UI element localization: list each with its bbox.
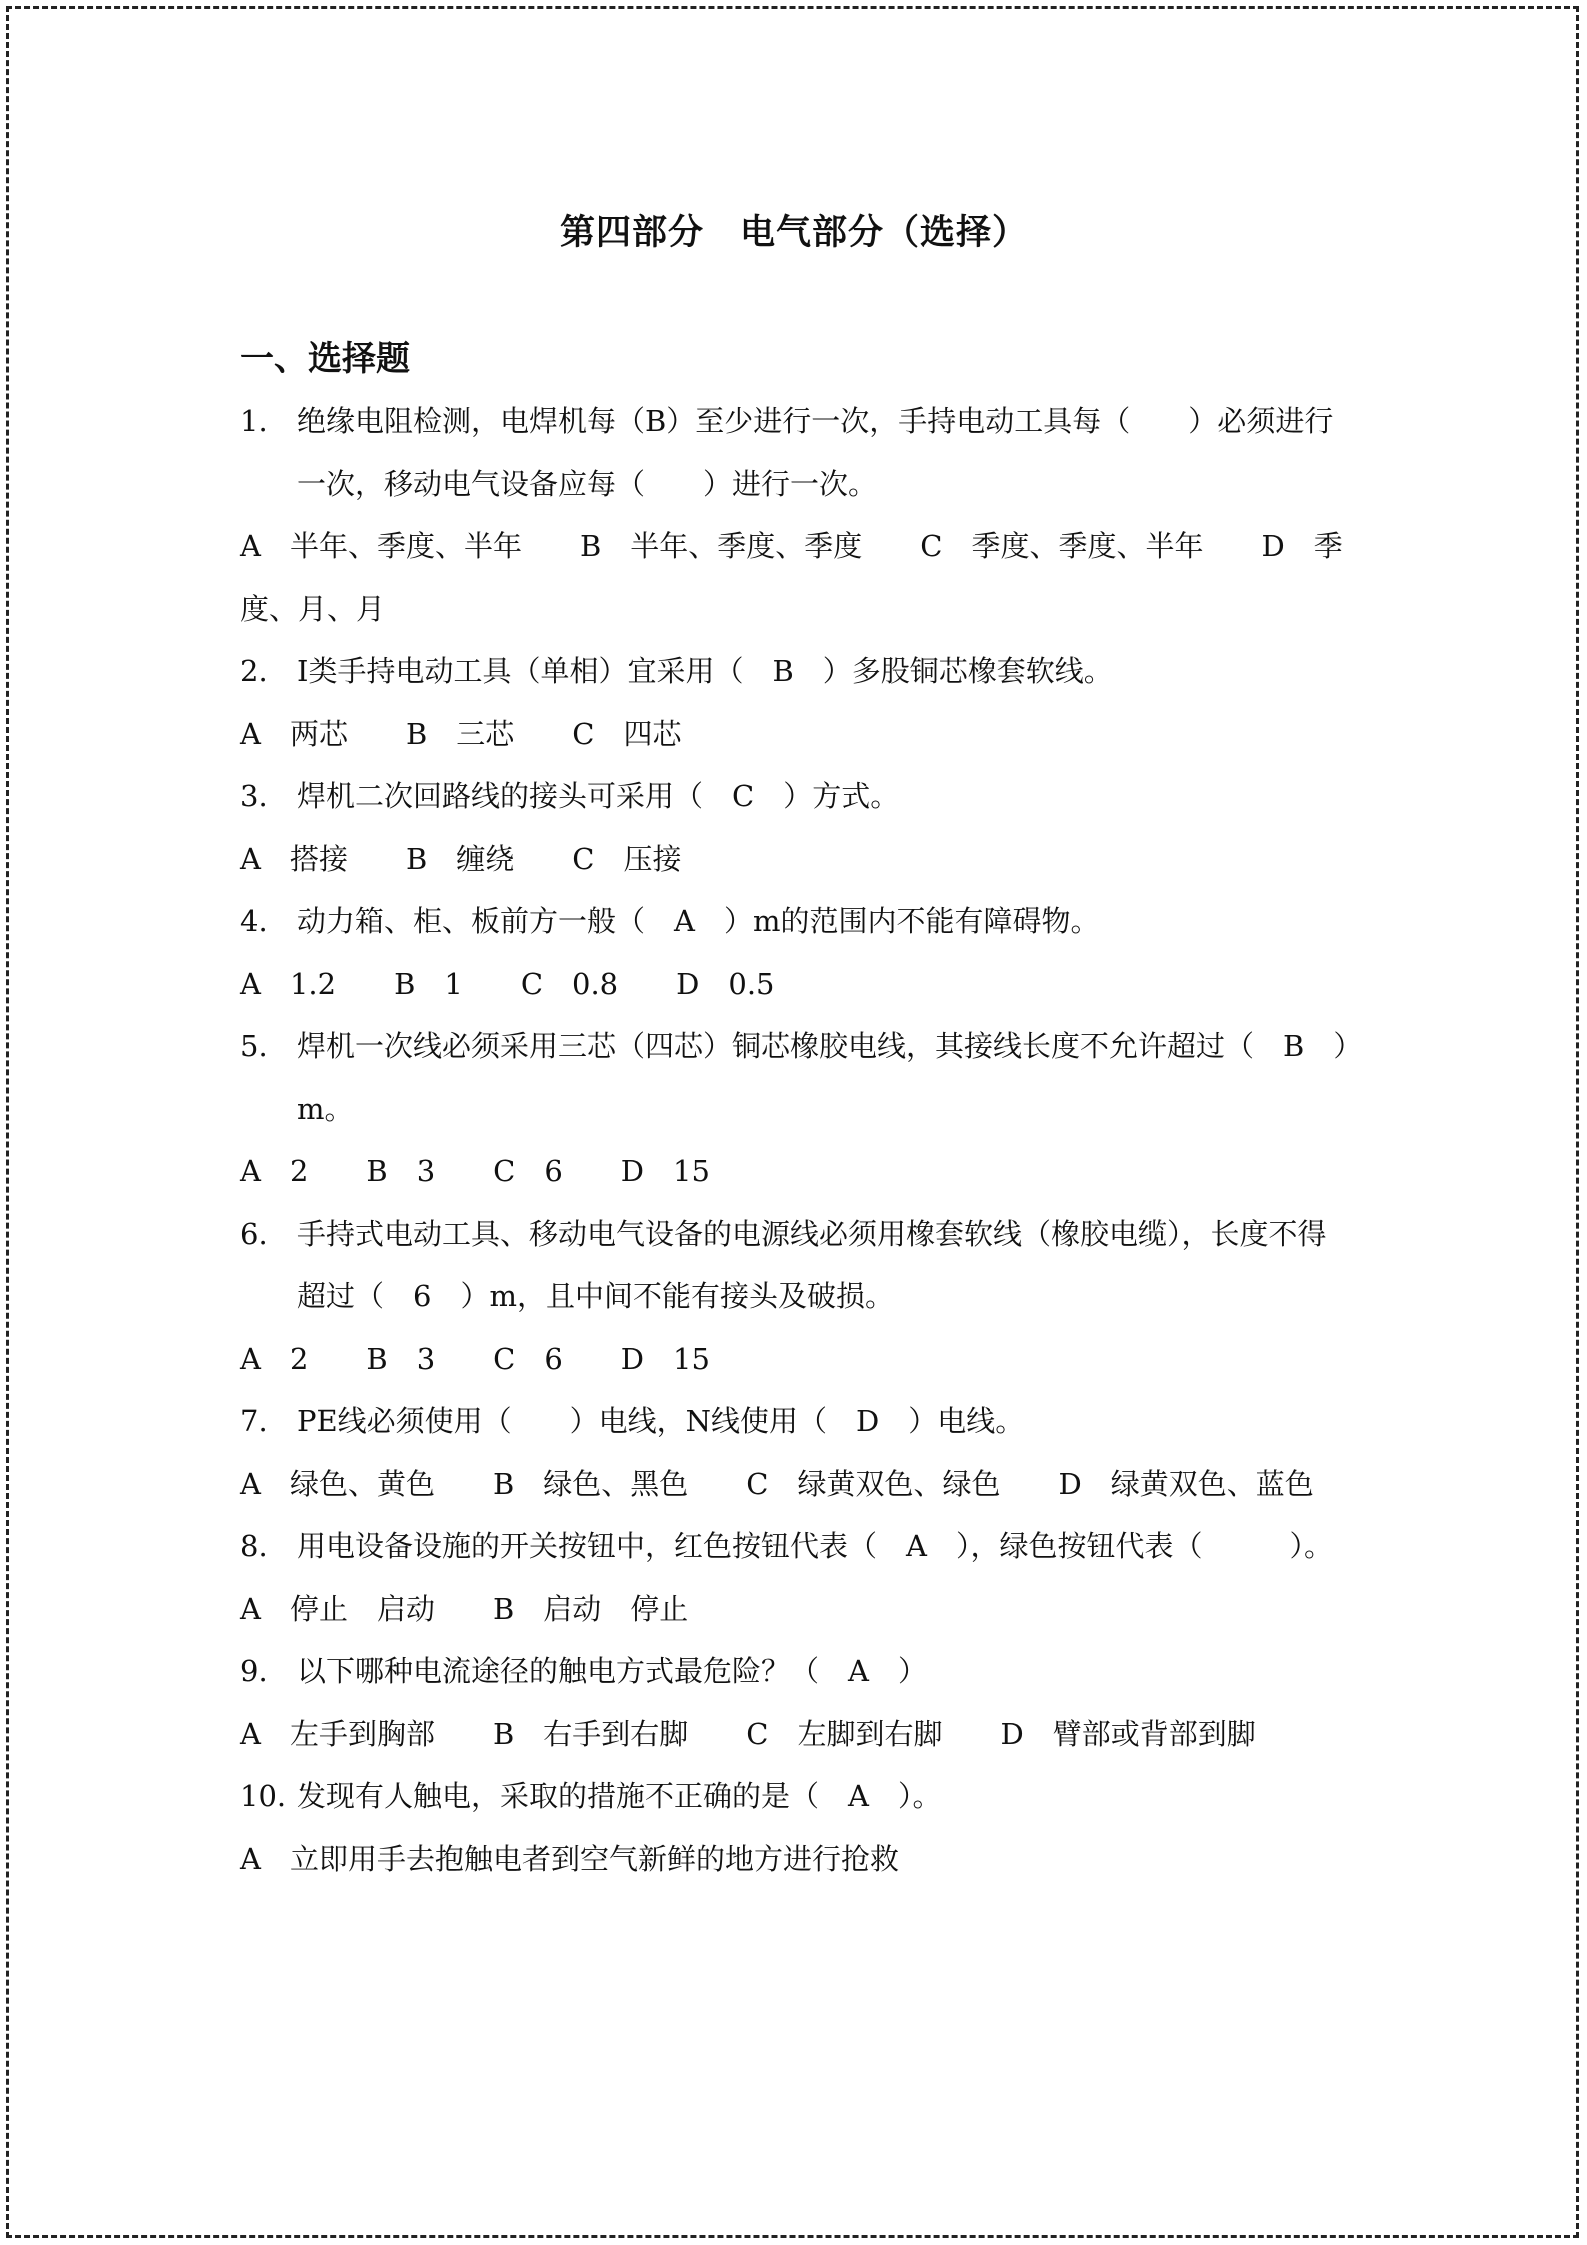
question-text: 用电设备设施的开关按钮中，红色按钮代表（ A ），绿色按钮代表（ ）。 <box>297 1529 1333 1563</box>
question-number: 9. <box>240 1654 268 1688</box>
question-number: 3. <box>240 779 268 813</box>
question-2 <box>240 640 1348 703</box>
question-6-options: A 2 B 3 C 6 D 15 <box>240 1341 710 1376</box>
question-4 <box>240 890 1348 953</box>
question-text: 焊机一次线必须采用三芯（四芯）铜芯橡胶电线，其接线长度不允许超过（ B ）m。 <box>297 1029 1348 1126</box>
question-number: 1. <box>240 404 268 438</box>
question-number: 8. <box>240 1529 268 1563</box>
question-1 <box>240 390 1348 515</box>
question-number: 7. <box>240 1404 268 1438</box>
question-text: 手持式电动工具、移动电气设备的电源线必须用橡套软线（橡胶电缆），长度不得超过（ 6 ）m，且中间不能有接头及破损。 <box>297 1216 1327 1313</box>
question-number: 10. <box>240 1779 287 1813</box>
question-list <box>240 390 1348 1890</box>
question-5 <box>240 1015 1348 1140</box>
question-text: 以下哪种电流途径的触电方式最危险？（ A ） <box>297 1654 927 1688</box>
question-text: 动力箱、柜、板前方一般（ A ）m的范围内不能有障碍物。 <box>297 904 1100 938</box>
question-4-options: A 1.2 B 1 C 0.8 D 0.5 <box>240 966 775 1001</box>
question-number: 4. <box>240 904 268 938</box>
question-text: Ⅰ类手持电动工具（单相）宜采用（ B ）多股铜芯橡套软线。 <box>297 654 1113 688</box>
question-text: 发现有人触电，采取的措施不正确的是（ A ）。 <box>297 1779 942 1813</box>
question-number: 5. <box>240 1029 268 1063</box>
question-3 <box>240 765 1348 828</box>
document-title: 第四部分 电气部分（选择） <box>559 213 1028 253</box>
question-10 <box>240 1765 1348 1828</box>
question-9 <box>240 1640 1348 1703</box>
question-7-options: A 绿色、黄色 B 绿色、黑色 C 绿黄双色、绿色 D 绿黄双色、蓝色 <box>240 1466 1314 1501</box>
question-3-options: A 搭接 B 缠绕 C 压接 <box>240 841 682 876</box>
question-text: 绝缘电阻检测，电焊机每（B）至少进行一次，手持电动工具每（ ）必须进行一次，移动电气设备应每（ ）进行一次。 <box>297 404 1334 501</box>
question-8-options: A 停止 启动 B 启动 停止 <box>240 1591 689 1626</box>
question-5-options: A 2 B 3 C 6 D 15 <box>240 1154 710 1188</box>
question-text: PE线必须使用（ ）电线，N线使用（ D ）电线。 <box>297 1404 1025 1438</box>
section-heading: 一、选择题 <box>240 339 410 379</box>
document-body <box>240 202 1348 1890</box>
question-9-options: A 左手到胸部 B 右手到右脚 C 左脚到右脚 D 臂部或背部到脚 <box>240 1716 1256 1751</box>
question-7 <box>240 1390 1348 1453</box>
question-1-options: A 半年、季度、半年 B 半年、季度、季度 C 季度、季度、半年 D 季度、月、月 <box>240 529 1343 626</box>
question-6 <box>240 1203 1348 1328</box>
question-8 <box>240 1515 1348 1578</box>
question-2-options: A 两芯 B 三芯 C 四芯 <box>240 716 682 751</box>
question-text: 焊机二次回路线的接头可采用（ C ）方式。 <box>297 779 900 813</box>
question-10-options: A 立即用手去抱触电者到空气新鲜的地方进行抢救 <box>240 1841 899 1876</box>
question-number: 6. <box>240 1216 268 1251</box>
question-number: 2. <box>240 654 268 688</box>
